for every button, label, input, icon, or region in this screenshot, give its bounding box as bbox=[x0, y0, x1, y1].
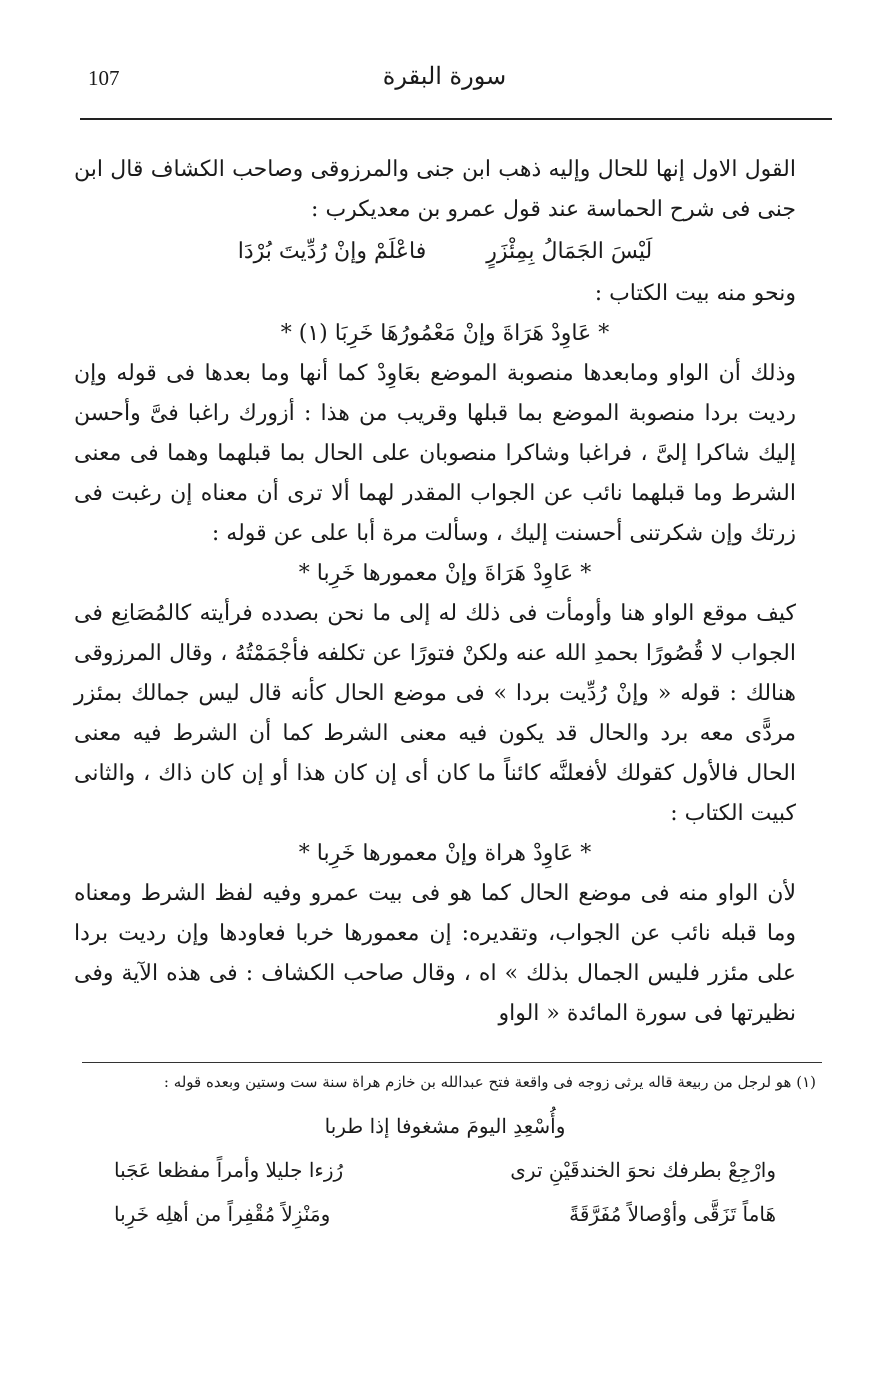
verse-hemistich-right: لَيْسَ الجَمَالُ بِمِئْزَرٍ bbox=[486, 239, 653, 264]
paragraph: وذلك أن الواو ومابعدها منصوبة الموضع بعَاوِدْ كما أنها وما بعدها فى قوله وإن رديت بردا منصوبة الموضع بما قبلها وقريب من هذا : أزورك راغبا فىَّ وأحسن إليك شاكرا إلىَّ ، فراغبا وشاكرا منصوبان على الحال بما قبلهما وهما فى معنى الشرط وما قبلهما نائب عن الجواب المقدر لهما ألا ترى أن معناه إن رغبت فى زرتك وإن شكرتنى أحسنت إليك ، وسألت مرة أبا على عن قوله : bbox=[74, 361, 796, 546]
verse-line: * عَاوِدْ هَرَاةَ وإنْ معمورها خَرِبا * bbox=[298, 561, 592, 586]
verse-line: * عَاوِدْ هَرَاةَ وإنْ مَعْمُورُهَا خَرِبَا (١) * bbox=[280, 321, 610, 346]
verse-hemistich-left: ومَنْزِلاً مُقْفِراً من أهلِه خَرِبا bbox=[114, 1202, 331, 1226]
paragraph: لأن الواو منه فى موضع الحال كما هو فى بيت عمرو وفيه لفظ الشرط ومعناه وما قبله نائب عن الجواب، وتقديره: إن معمورها خربا فعاودها وإن رديت بردا على مئزر فليس الجمال بذلك » اه ، وقال صاحب الكشاف : فى هذه الآية وفى نظيرتها فى سورة المائدة « الواو bbox=[74, 881, 796, 1026]
verse-hemistich-left: رُزءا جليلا وأمراً مفظعا عَجَبا bbox=[114, 1158, 344, 1182]
running-title: سورة البقرة bbox=[382, 62, 507, 90]
paragraph: كيف موقع الواو هنا وأومأت فى ذلك له إلى ما نحن بصدده فرأيته كالمُصَانِع فى الجواب لا قُصُورًا بحمدِ الله عنه ولكنْ فتورًا عن تكلفه فأجْمَمْتُهُ ، وقال المرزوقى هنالك : قوله « وإنْ رُدِّيت بردا » فى موضع الحال كأنه قال ليس جمالك بمئزر مردًّى معه برد والحال قد يكون فيه معنى الشرط كما أن الشرط فيه معنى الحال فالأول كقولك لأفعلنَّه كائناً ما كان أى إن كان هذا أو إن كان ذاك ، والثانى كبيت الكتاب : bbox=[74, 601, 796, 826]
footnote-verse-line bbox=[74, 1148, 816, 1192]
page-number: 107 bbox=[88, 66, 120, 90]
footnote-text: (١) هو لرجل من ربيعة قاله يرثى زوجه فى واقعة فتح عبدالله بن خازم هراة سنة ست وستين وبعده قوله : bbox=[163, 1073, 816, 1091]
paragraph: القول الاول إنها للحال وإليه ذهب ابن جنى والمرزوقى وصاحب الكشاف قال ابن جنى فى شرح الحماسة عند قول عمرو بن معديكرب : bbox=[74, 157, 796, 222]
footnote-verse-line bbox=[74, 1192, 816, 1236]
verse-hemistich-right: وارْجِعْ بطرفك نحوَ الخندقَيْنِ ترى bbox=[510, 1158, 776, 1182]
footnote bbox=[74, 1068, 816, 1236]
footnote-verse: وأُسْعِدِ اليومَ مشغوفا إذا طربا bbox=[324, 1114, 566, 1138]
verse-line: * عَاوِدْ هراة وإنْ معمورها خَرِبا * bbox=[298, 841, 592, 866]
main-text bbox=[74, 150, 816, 1034]
verse-hemistich-left: فاعْلَمْ وإنْ رُدِّيتَ بُرْدَا bbox=[237, 239, 427, 264]
paragraph: ونحو منه بيت الكتاب : bbox=[594, 281, 796, 306]
footnote-rule bbox=[82, 1062, 822, 1063]
verse-hemistich-right: هَاماً تَزَقَّى وأوْصالاً مُفَرَّقَةً bbox=[569, 1202, 776, 1226]
header-rule bbox=[80, 118, 832, 120]
verse-line bbox=[74, 232, 816, 272]
